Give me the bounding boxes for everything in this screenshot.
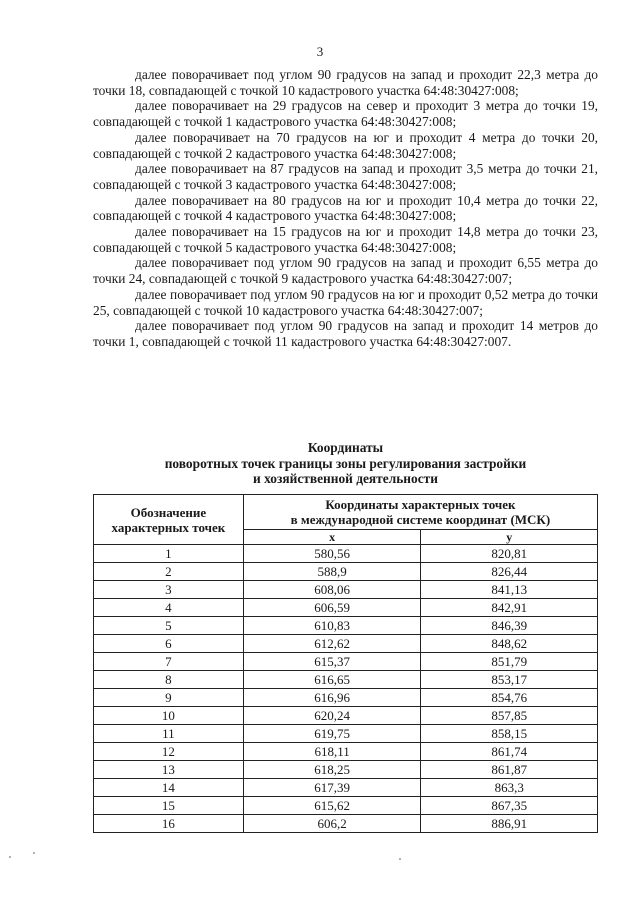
cell-point: 8 bbox=[94, 671, 244, 689]
table-row bbox=[94, 545, 598, 563]
table-row bbox=[94, 581, 598, 599]
cell-x: 606,59 bbox=[243, 599, 421, 617]
cell-y: 857,85 bbox=[421, 707, 598, 725]
cell-y: 863,3 bbox=[421, 779, 598, 797]
paragraph: далее поворачивает под углом 90 градусов на запад и проходит 22,3 метра до точки 18, совпадающей с точкой 10 кадастрового участка 64:48:30427:008; bbox=[93, 67, 598, 98]
cell-y: 886,91 bbox=[421, 815, 598, 833]
table-body bbox=[94, 545, 598, 833]
table-row bbox=[94, 635, 598, 653]
table-row bbox=[94, 689, 598, 707]
cell-x: 606,2 bbox=[243, 815, 421, 833]
table-row bbox=[94, 671, 598, 689]
table-row bbox=[94, 563, 598, 581]
cell-point: 4 bbox=[94, 599, 244, 617]
cell-point: 11 bbox=[94, 725, 244, 743]
table-row bbox=[94, 743, 598, 761]
table-row bbox=[94, 725, 598, 743]
col-header-point bbox=[94, 495, 244, 545]
cell-x: 580,56 bbox=[243, 545, 421, 563]
paragraph: далее поворачивает под углом 90 градусов на юг и проходит 0,52 метра до точки 25, совпадающей с точкой 10 кадастрового участка 64:48:30427:007; bbox=[93, 286, 598, 318]
col-header-coords-line2: в международной системе координат (МСК) bbox=[290, 512, 551, 527]
paragraph: далее поворачивает на 29 градусов на север и проходит 3 метра до точки 19, совпадающей с точкой 1 кадастрового участка 64:48:30427:008; bbox=[93, 98, 598, 130]
cell-y: 851,79 bbox=[421, 653, 598, 671]
cell-point: 5 bbox=[94, 617, 244, 635]
cell-x: 612,62 bbox=[243, 635, 421, 653]
cell-point: 15 bbox=[94, 797, 244, 815]
paragraph: далее поворачивает на 70 градусов на юг и проходит 4 метра до точки 20, совпадающей с точкой 2 кадастрового участка 64:48:30427:008; bbox=[93, 129, 598, 161]
paragraph: далее поворачивает под углом 90 градусов на запад и проходит 6,55 метра до точки 24, совпадающей с точкой 9 кадастрового участка 64:48:30427:007; bbox=[93, 255, 598, 287]
heading-line-3: и хозяйственной деятельности bbox=[253, 471, 438, 487]
cell-y: 861,74 bbox=[421, 743, 598, 761]
cell-y: 867,35 bbox=[421, 797, 598, 815]
col-header-point-line2: характерных точек bbox=[111, 519, 226, 535]
heading-line-2: поворотных точек границы зоны регулирования застройки bbox=[164, 455, 527, 471]
cell-y: 842,91 bbox=[421, 599, 598, 617]
cell-y: 858,15 bbox=[421, 725, 598, 743]
table-row bbox=[94, 707, 598, 725]
cell-x: 615,62 bbox=[243, 797, 421, 815]
scan-speck bbox=[33, 852, 35, 854]
cell-y: 848,62 bbox=[421, 635, 598, 653]
body-text bbox=[93, 67, 598, 350]
cell-y: 846,39 bbox=[421, 617, 598, 635]
paragraph: далее поворачивает под углом 90 градусов на запад и проходит 14 метров до точки 1, совпадающей с точкой 11 кадастрового участка 64:48:30427:007. bbox=[93, 318, 598, 349]
cell-x: 618,11 bbox=[243, 743, 421, 761]
table-row bbox=[94, 761, 598, 779]
heading-line-1: Координаты bbox=[307, 440, 384, 455]
cell-x: 588,9 bbox=[243, 563, 421, 581]
cell-x: 619,75 bbox=[243, 725, 421, 743]
paragraph: далее поворачивает на 87 градусов на запад и проходит 3,5 метра до точки 21, совпадающей с точкой 3 кадастрового участка 64:48:30427:008; bbox=[93, 161, 598, 192]
cell-point: 7 bbox=[94, 653, 244, 671]
cell-x: 617,39 bbox=[243, 779, 421, 797]
cell-y: 826,44 bbox=[421, 563, 598, 581]
cell-point: 13 bbox=[94, 761, 244, 779]
page-number: 3 bbox=[316, 44, 324, 59]
table-row bbox=[94, 779, 598, 797]
cell-x: 618,25 bbox=[243, 761, 421, 779]
col-header-point-line1: Обозначение bbox=[130, 504, 207, 520]
cell-point: 12 bbox=[94, 743, 244, 761]
scan-speck bbox=[399, 858, 401, 860]
col-header-y: y bbox=[421, 530, 598, 545]
cell-x: 608,06 bbox=[243, 581, 421, 599]
cell-point: 3 bbox=[94, 581, 244, 599]
cell-y: 854,76 bbox=[421, 689, 598, 707]
paragraph: далее поворачивает на 80 градусов на юг и проходит 10,4 метра до точки 22, совпадающей с точкой 4 кадастрового участка 64:48:30427:008; bbox=[93, 192, 598, 224]
cell-x: 616,65 bbox=[243, 671, 421, 689]
cell-y: 841,13 bbox=[421, 581, 598, 599]
cell-point: 1 bbox=[94, 545, 244, 563]
col-header-coords-line1: Координаты характерных точек bbox=[325, 497, 516, 512]
table-row bbox=[94, 797, 598, 815]
coordinates-table bbox=[93, 494, 598, 833]
table-row bbox=[94, 617, 598, 635]
paragraph: далее поворачивает на 15 градусов на юг и проходит 14,8 метра до точки 23, совпадающей с точкой 5 кадастрового участка 64:48:30427:008; bbox=[93, 224, 598, 255]
table-row bbox=[94, 815, 598, 833]
cell-point: 14 bbox=[94, 779, 244, 797]
table-row bbox=[94, 599, 598, 617]
cell-y: 820,81 bbox=[421, 545, 598, 563]
cell-point: 2 bbox=[94, 563, 244, 581]
table-heading bbox=[93, 440, 598, 487]
cell-x: 610,83 bbox=[243, 617, 421, 635]
cell-point: 9 bbox=[94, 689, 244, 707]
table-row bbox=[94, 653, 598, 671]
cell-point: 16 bbox=[94, 815, 244, 833]
cell-point: 6 bbox=[94, 635, 244, 653]
cell-x: 620,24 bbox=[243, 707, 421, 725]
scan-speck bbox=[9, 856, 11, 858]
cell-x: 615,37 bbox=[243, 653, 421, 671]
col-header-coords bbox=[243, 495, 597, 530]
col-header-x: x bbox=[243, 530, 421, 545]
cell-x: 616,96 bbox=[243, 689, 421, 707]
cell-point: 10 bbox=[94, 707, 244, 725]
cell-y: 861,87 bbox=[421, 761, 598, 779]
cell-y: 853,17 bbox=[421, 671, 598, 689]
